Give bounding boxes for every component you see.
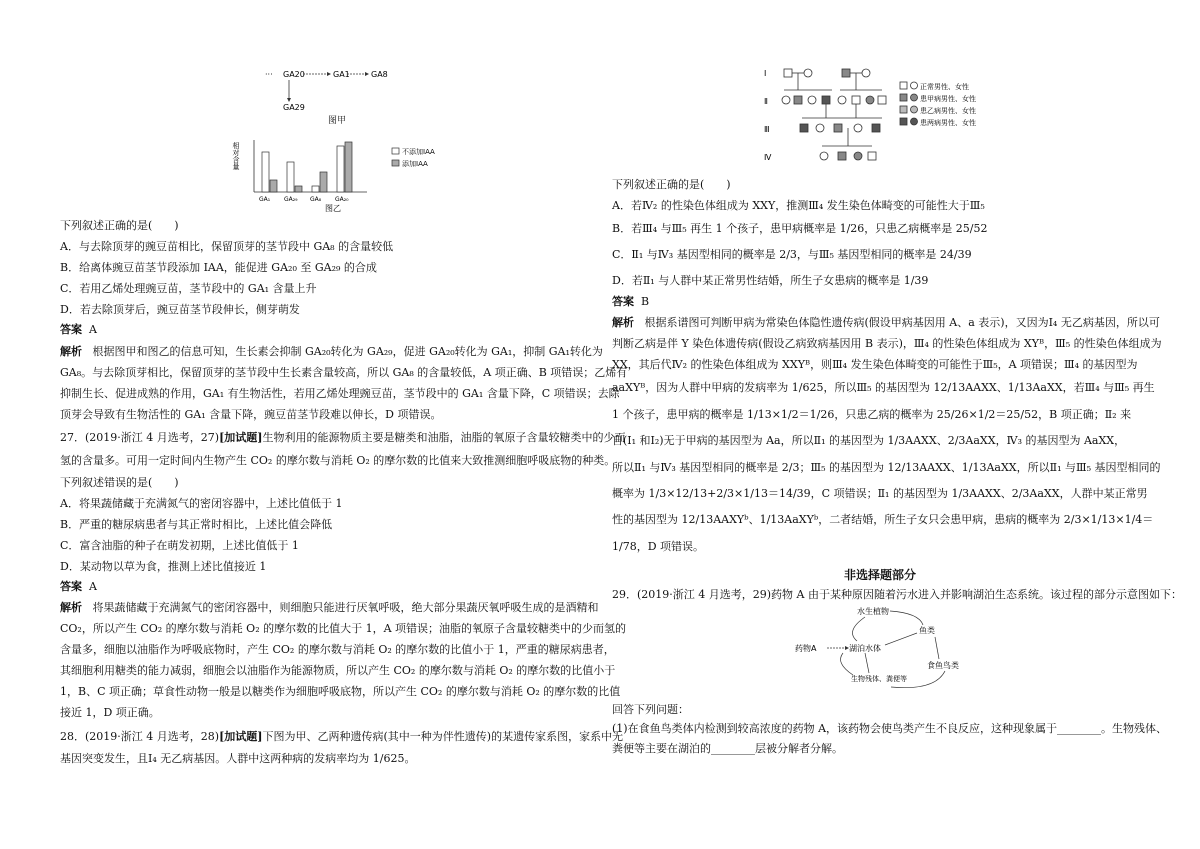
- q27-explanation-2: CO₂，所以产生 CO₂ 的摩尔数与消耗 O₂ 的摩尔数的比值大于 1，A 项错误；油脂的氧原子含量较糖类中的少而氢的: [60, 622, 627, 635]
- svg-text:GA1: GA1: [333, 70, 350, 79]
- svg-text:食鱼鸟类: 食鱼鸟类: [927, 661, 959, 670]
- q28-explanation-7: 所以Ⅱ₁ 与Ⅳ₃ 基因型相同的概率是 2/3；Ⅲ₅ 的基因型为 12/13AAXX、1/13AaXX，所以Ⅱ₁ 与Ⅲ₅ 基因型相同的: [612, 461, 1161, 474]
- q27-explanation-4: 其细胞利用糖类的能力减弱，细胞会以油脂作为能源物质，所以产生 CO₂ 的摩尔数与消耗 O₂ 的摩尔数的比值小于: [60, 664, 616, 677]
- bar-ga8-iaa: [320, 172, 327, 192]
- q28-stem: 下列叙述正确的是( ): [612, 178, 731, 191]
- q27-explanation-6: 接近 1，D 项正确。: [60, 706, 160, 719]
- svg-text:GA₁: GA₁: [259, 196, 271, 203]
- svg-text:患甲病男性、女性: 患甲病男性、女性: [920, 95, 976, 103]
- svg-text:患乙病男性、女性: 患乙病男性、女性: [920, 107, 976, 115]
- q28-explanation-6: 自(Ⅰ₁ 和Ⅰ₂)无于甲病的基因型为 Aa，所以Ⅱ₁ 的基因型为 1/3AAXX、2/3AaXX，Ⅳ₃ 的基因型为 AaXX，: [612, 434, 1126, 447]
- q29-header: 29．(2019·浙江 4 月选考，29)药物 A 由于某种原因随着污水进入并影响湖泊生态系统。该过程的部分示意图如下：: [612, 588, 1182, 601]
- q29-sub-1: (1)在食鱼鸟类体内检测到较高浓度的药物 A，该药物会使鸟类产生不良反应，这种现象属于________。生物残体、: [612, 722, 1168, 735]
- q28-option-d: D．若Ⅱ₁ 与人群中某正常男性结婚，所生子女患病的概率是 1/39: [612, 274, 929, 287]
- bar-ga20-no-iaa: [337, 146, 344, 192]
- q28-header: 28．(2019·浙江 4 月选考，28)[加试题]下图为甲、乙两种遗传病(其中一种为伴性遗传)的某遗传家系图，家系中无: [60, 730, 624, 743]
- svg-text:Ⅱ: Ⅱ: [764, 97, 768, 106]
- q28-explanation-1: 解析 根据系谱图可判断甲病为常染色体隐性遗传病(假设甲病基因用 A、a 表示)，又因为Ⅰ₄ 无乙病基因，所以可: [612, 316, 1160, 329]
- bar-ga20-iaa: [345, 142, 352, 192]
- q29-diagram: [795, 603, 975, 695]
- svg-text:相对含量: 相对含量: [232, 142, 240, 170]
- q27-stem-3: 下列叙述错误的是( ): [60, 476, 179, 489]
- q26-explanation-2: GA₈。与去除顶芽相比，保留顶芽的茎节段中生长素含量较高，所以 GA₈ 的含量较低，A 项正确、B 项错误；乙烯有: [60, 366, 628, 379]
- svg-text:GA₂₀: GA₂₀: [335, 196, 349, 203]
- q27-header: 27．(2019·浙江 4 月选考，27)[加试题]生物利用的能源物质主要是糖类和油脂，油脂的氧原子含量较糖类中的少而: [60, 431, 626, 444]
- q27-option-a: A．将果蔬储藏于充满氮气的密闭容器中，上述比值低于 1: [60, 497, 343, 510]
- svg-text:正常男性、女性: 正常男性、女性: [920, 83, 969, 91]
- svg-text:添加IAA: 添加IAA: [402, 160, 428, 168]
- svg-text:Ⅳ: Ⅳ: [764, 153, 772, 162]
- svg-text:水生植物: 水生植物: [857, 607, 889, 616]
- q28-explanation-2: 判断乙病是伴 Y 染色体遗传病(假设乙病致病基因用 B 表示)，Ⅲ₄ 的性染色体组成为 XYᴮ，Ⅲ₅ 的性染色体组成为: [612, 337, 1162, 350]
- svg-text:GA8: GA8: [371, 70, 388, 79]
- q26-option-c: C．若用乙烯处理豌豆苗，茎节段中的 GA₁ 含量上升: [60, 282, 317, 295]
- figure-a-caption: 图甲: [328, 116, 347, 126]
- q26-explanation-3: 抑制生长、促进成熟的作用，GA₁ 有生物活性，若用乙烯处理豌豆苗，茎节段中的 GA₁ 含量下降，C 项错误；去除: [60, 387, 620, 400]
- q28-explanation-9: 性的基因型为 12/13AAXYᵇ、1/13AaXYᵇ，二者结婚，所生子女只会患甲病，患病的概率为 2/3×1/13×1/4＝: [612, 513, 1154, 526]
- svg-text:患两病男性、女性: 患两病男性、女性: [920, 119, 976, 127]
- svg-text:···: ···: [265, 70, 273, 79]
- q27-stem-2: 氢的含量多。可用一定时间内生物产生 CO₂ 的摩尔数与消耗 O₂ 的摩尔数的比值来大致推测细胞呼吸底物的种类。: [60, 454, 616, 467]
- pedigree-chart: [762, 64, 1012, 172]
- svg-text:药物A: 药物A: [795, 644, 817, 653]
- q28-explanation-4: aaXYᴮ，因为人群中甲病的发病率为 1/625，所以Ⅲ₅ 的基因型为 12/13AAXX、1/13AaXX，若Ⅲ₄ 与Ⅲ₅ 再生: [612, 381, 1155, 394]
- bar-ga29-iaa: [295, 186, 302, 192]
- q26-explanation-1: 解析 根据图甲和图乙的信息可知，生长素会抑制 GA₂₀转化为 GA₂₉，促进 GA₂₀转化为 GA₁，抑制 GA₁转化为: [60, 345, 603, 358]
- q27-explanation-5: 1，B、C 项正确；草食性动物一般是以糖类作为细胞呼吸底物，所以产生 CO₂ 的摩尔数与消耗 O₂ 的摩尔数的比值: [60, 685, 621, 698]
- q27-explanation-1: 解析 将果蔬储藏于充满氮气的密闭容器中，则细胞只能进行厌氧呼吸，绝大部分果蔬厌氧呼吸生成的是酒精和: [60, 601, 599, 614]
- svg-text:Ⅰ: Ⅰ: [764, 69, 767, 78]
- q27-option-d: D．某动物以草为食，推测上述比值接近 1: [60, 560, 267, 573]
- q28-explanation-8: 概率为 1/3×12/13+2/3×1/13＝14/39，C 项错误；Ⅱ₁ 的基因型为 1/3AAXX、2/3AaXX，人群中某正常男: [612, 487, 1148, 500]
- q26-explanation-4: 顶芽会导致有生物活性的 GA₁ 含量下降，豌豆苗茎节段难以伸长，D 项错误。: [60, 408, 442, 421]
- svg-text:GA₂₉: GA₂₉: [284, 196, 298, 203]
- bar-ga1-iaa: [270, 180, 277, 192]
- q28-answer: 答案 B: [612, 295, 650, 308]
- q28-explanation-10: 1/78，D 项错误。: [612, 540, 705, 553]
- svg-text:生物残体、粪便等: 生物残体、粪便等: [851, 675, 907, 683]
- svg-text:GA20: GA20: [283, 70, 305, 79]
- svg-text:GA₈: GA₈: [310, 196, 322, 203]
- svg-text:鱼类: 鱼类: [919, 626, 935, 635]
- q28-option-b: B．若Ⅲ₄ 与Ⅲ₅ 再生 1 个孩子，患甲病概率是 1/26，只患乙病概率是 25/52: [612, 222, 988, 235]
- bar-ga29-no-iaa: [287, 162, 294, 192]
- svg-text:图乙: 图乙: [325, 204, 341, 212]
- figure-b-chart: [232, 132, 462, 212]
- q26-option-a: A．与去除顶芽的豌豆苗相比，保留顶芽的茎节段中 GA₈ 的含量较低: [60, 240, 394, 253]
- svg-text:Ⅲ: Ⅲ: [764, 125, 770, 134]
- section-title: 非选择题部分: [844, 568, 917, 582]
- q27-answer: 答案 A: [60, 580, 97, 593]
- q27-explanation-3: 含量多，细胞以油脂作为呼吸底物时，产生 CO₂ 的摩尔数与消耗 O₂ 的摩尔数的比值小于 1，严重的糖尿病患者，: [60, 643, 615, 656]
- q26-option-d: D．若去除顶芽后，豌豆苗茎节段伸长，侧芽萌发: [60, 303, 300, 316]
- q28-option-c: C．Ⅱ₁ 与Ⅳ₃ 基因型相同的概率是 2/3，与Ⅲ₅ 基因型相同的概率是 24/39: [612, 248, 972, 261]
- bar-ga8-no-iaa: [312, 186, 319, 192]
- bar-ga1-no-iaa: [262, 152, 269, 192]
- svg-text:GA29: GA29: [283, 103, 305, 112]
- q26-answer: 答案 A: [60, 323, 97, 336]
- q27-option-b: B．严重的糖尿病患者与其正常时相比，上述比值会降低: [60, 518, 333, 531]
- q28-explanation-3: XX，其后代Ⅳ₂ 的性染色体组成为 XXYᴮ，则Ⅲ₄ 发生染色体畸变的可能性于Ⅲ₅，A 项错误；Ⅲ₄ 的基因型为: [612, 358, 1138, 371]
- q28-explanation-5: 1 个孩子，患甲病的概率是 1/13×1/2＝1/26，只患乙病的概率为 25/26×1/2＝25/52，B 项正确；Ⅱ₂ 来: [612, 408, 1132, 421]
- q29-stem: 回答下列问题：: [612, 703, 689, 716]
- svg-text:不添加IAA: 不添加IAA: [402, 148, 435, 156]
- q29-sub-2: 粪便等主要在湖泊的________层被分解者分解。: [612, 742, 843, 755]
- q27-option-c: C．富含油脂的种子在萌发初期，上述比值低于 1: [60, 539, 299, 552]
- q26-option-b: B．给离体豌豆苗茎节段添加 IAA，能促进 GA₂₀ 至 GA₂₉ 的合成: [60, 261, 377, 274]
- q28-option-a: A．若Ⅳ₂ 的性染色体组成为 XXY，推测Ⅲ₄ 发生染色体畸变的可能性大于Ⅲ₅: [612, 199, 985, 212]
- q28-stem-2: 基因突变发生，且Ⅰ₄ 无乙病基因。人群中这两种病的发病率均为 1/625。: [60, 752, 416, 765]
- q26-stem: 下列叙述正确的是( ): [60, 219, 179, 232]
- svg-text:湖泊水体: 湖泊水体: [849, 644, 881, 653]
